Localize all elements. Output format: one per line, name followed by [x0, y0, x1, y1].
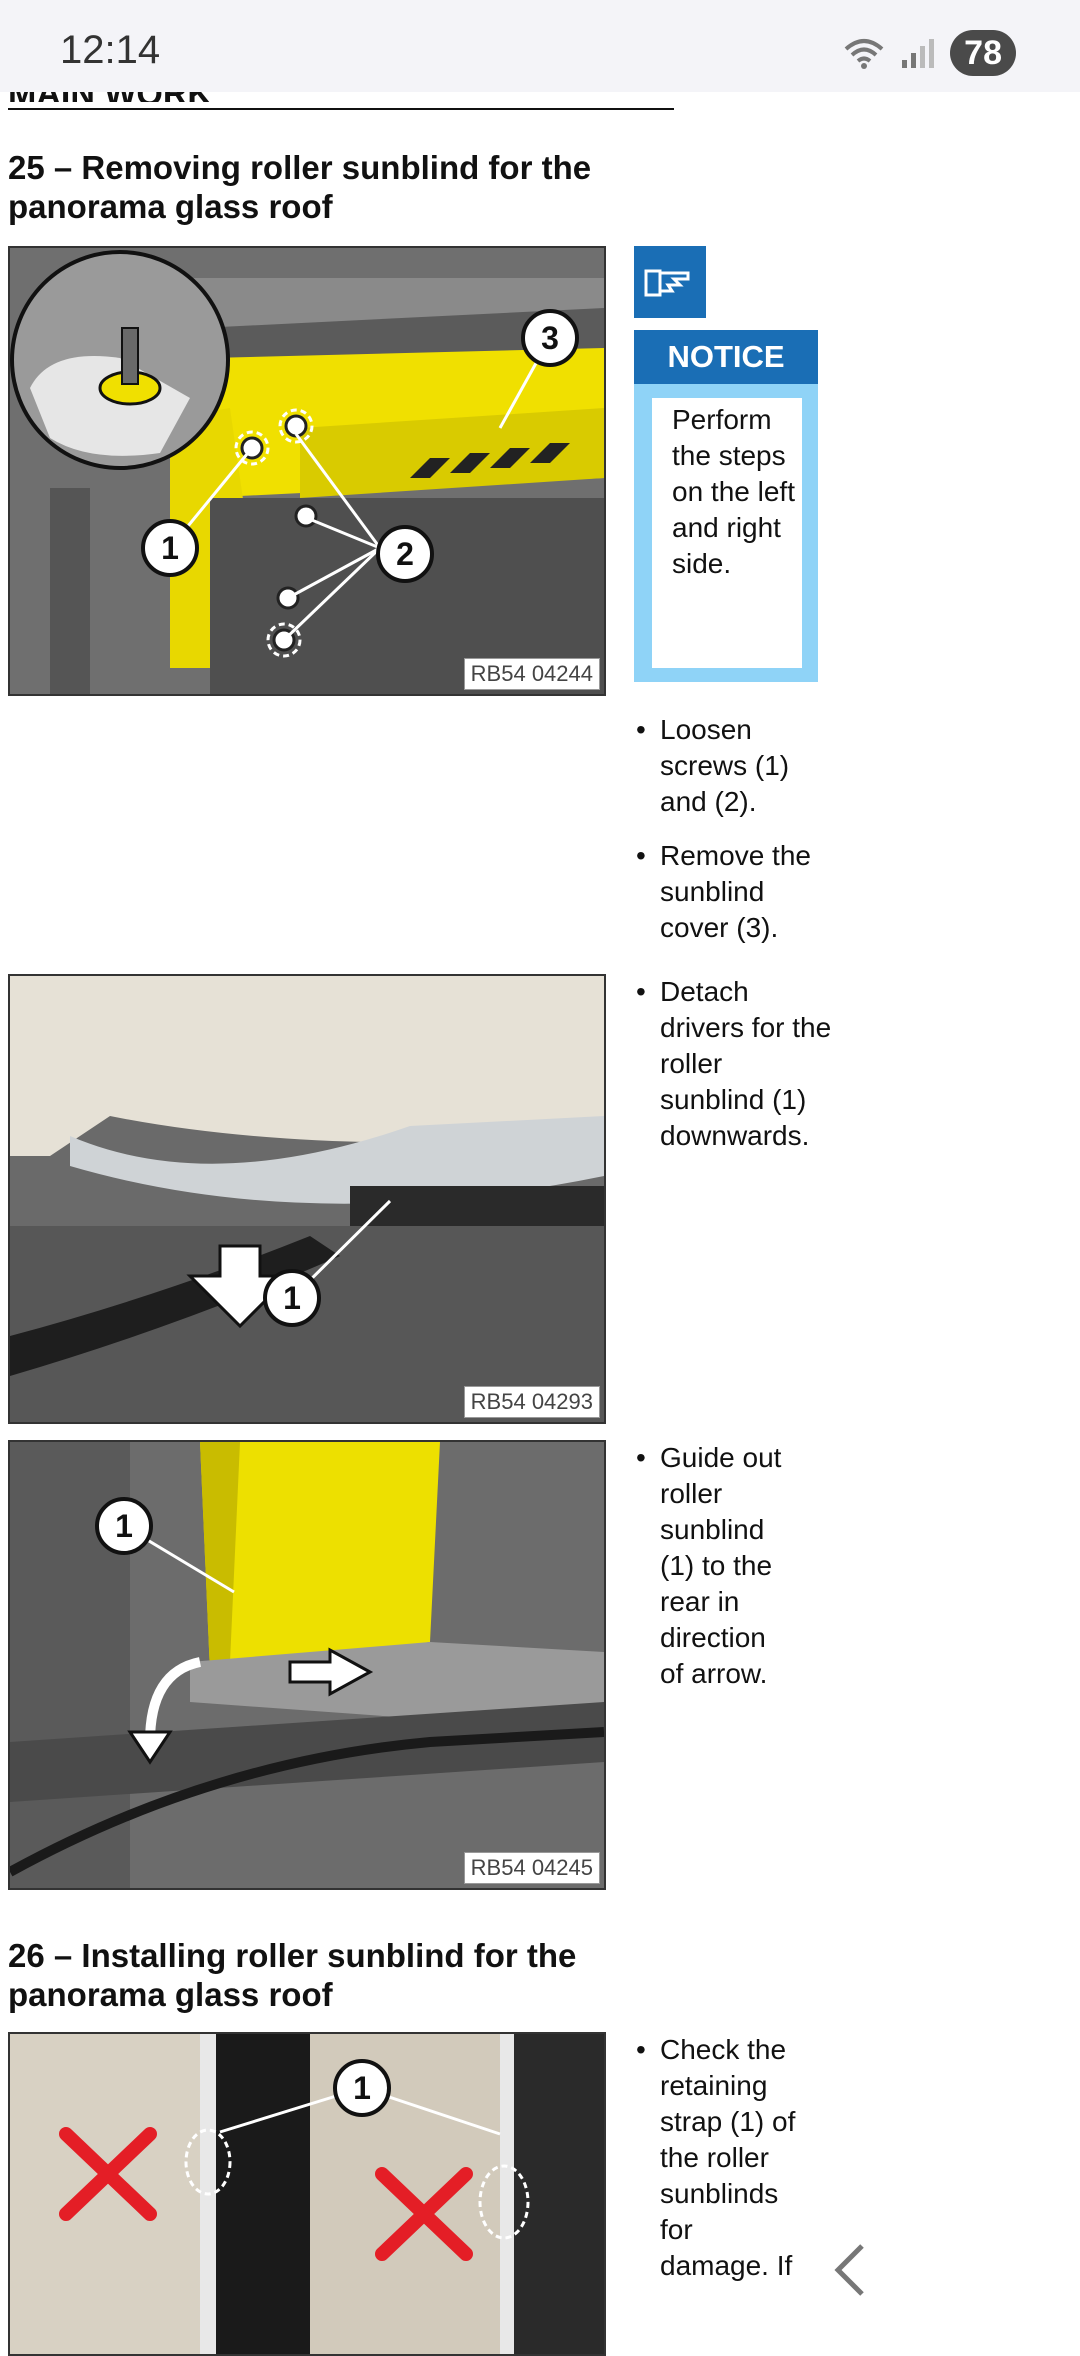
- step-item: • Guide out roller sunblind (1) to the rear in direction of arrow.: [634, 1440, 784, 1692]
- status-icons: [842, 30, 1016, 76]
- step-item: • Check the retaining strap (1) of the roller sunblinds for damage. If: [634, 2032, 804, 2284]
- back-chevron-icon[interactable]: [830, 2240, 870, 2300]
- fig4-steps: [634, 2032, 804, 2302]
- fig3-callout-1: 1: [115, 1508, 133, 1544]
- heading-rule: [8, 108, 674, 110]
- fig3-ref: RB54 04245: [464, 1852, 600, 1884]
- figure-1: [8, 246, 606, 696]
- notice-label: NOTICE: [634, 330, 818, 384]
- fig3-steps: [634, 1440, 784, 1710]
- fig1-ref: RB54 04244: [464, 658, 600, 690]
- battery-indicator: 78: [950, 30, 1016, 76]
- step-item: • Detach drivers for the roller sunblind (1) downwards.: [634, 974, 834, 1154]
- status-time: 12:14: [60, 28, 161, 72]
- fig1-callout-1: 1: [161, 530, 179, 566]
- wifi-icon: [842, 35, 886, 71]
- figure-2: [8, 974, 606, 1424]
- step-item: • Loosen screws (1) and (2).: [634, 712, 824, 820]
- figure-4: [8, 2032, 606, 2356]
- section-25-title: 25 – Removing roller sunblind for the panorama glass roof: [8, 149, 592, 225]
- notice-text: Perform the steps on the left and right side.: [652, 398, 802, 668]
- fig2-ref: RB54 04293: [464, 1386, 600, 1418]
- figure-3: [8, 1440, 606, 1890]
- hand-pointer-icon: [634, 246, 706, 318]
- fig4-callout-1: 1: [353, 2070, 371, 2106]
- status-bar: [0, 0, 1080, 92]
- section-26-title: 26 – Installing roller sunblind for the panorama glass roof: [8, 1937, 577, 2013]
- notice-box: [634, 330, 818, 682]
- fig2-callout-1: 1: [283, 1280, 301, 1316]
- fig1-callout-3: 3: [541, 320, 559, 356]
- signal-icon: [900, 36, 936, 70]
- fig1-callout-2: 2: [396, 536, 414, 572]
- fig2-steps: [634, 974, 834, 1172]
- step-item: • Remove the sunblind cover (3).: [634, 838, 824, 946]
- fig1-steps: [634, 712, 824, 964]
